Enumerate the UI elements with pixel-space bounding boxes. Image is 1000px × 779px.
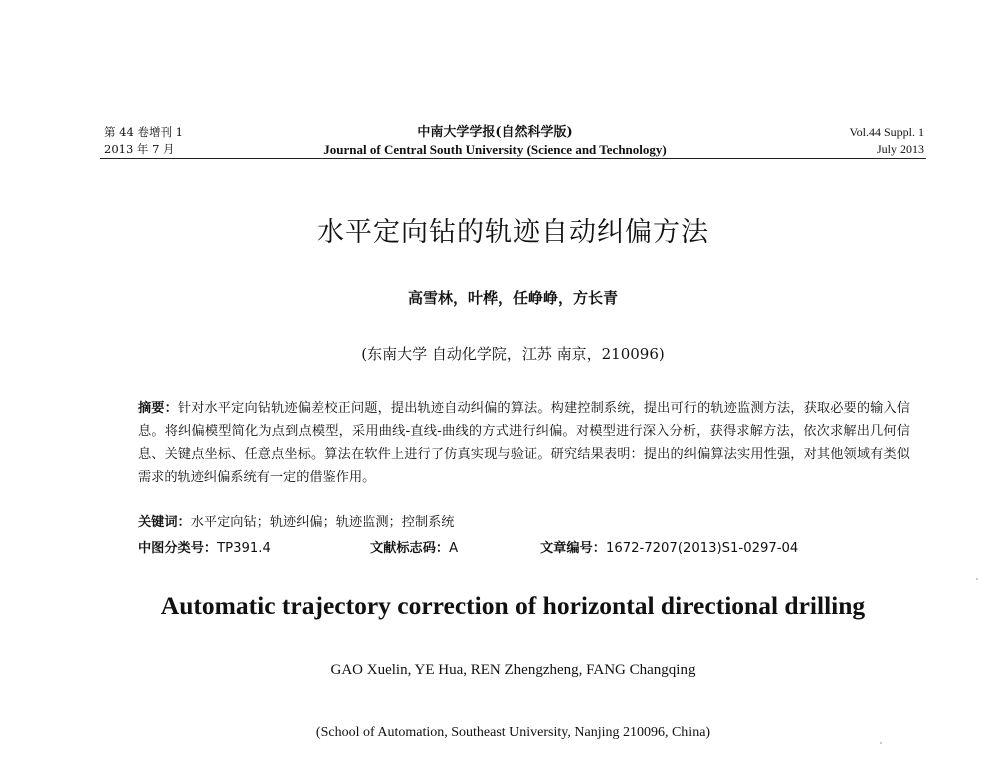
scan-speck [880,742,882,744]
keywords-text: 水平定向钻；轨迹纠偏；轨迹监测；控制系统 [190,515,455,530]
paper-title-cn: 水平定向钻的轨迹自动纠偏方法 [317,217,709,248]
doc-code-value: A [449,541,459,556]
date-cn: 2013 年 7 月 [104,142,175,156]
scan-speck [976,578,978,580]
journal-title-cn: 中南大学学报(自然科学版) [417,125,573,140]
volume-en: Vol.44 Suppl. 1 [849,125,924,139]
volume-cn: 第 44 卷增刊 1 [104,125,183,139]
date-en: July 2013 [876,142,924,156]
authors-en: GAO Xuelin, YE Hua, REN Zhengzheng, FANG Changqing [330,662,696,678]
keywords [138,511,910,530]
article-number [540,537,798,556]
abstract-text: 针对水平定向钻轨迹偏差校正问题，提出轨迹自动纠偏的算法。构建控制系统，提出可行的轨迹监测方法，获取必要的输入信息。将纠偏模型简化为点到点模型，采用曲线-直线-曲线的方式进行纠偏。对模型进行深入分析，获得求解方法，依次求解出几何信息、关键点坐标、任意点坐标。算法在软件上进行了仿真实现与验证。研究结果表明：提出的纠偏算法实用性强，对其他领域有类似需求的轨迹纠偏系统有一定的借鉴作用。 [138,401,910,485]
authors-cn: 高雪林，叶桦，任峥峥，方长青 [407,289,618,307]
affiliation-en: (School of Automation, Southeast University, Nanjing 210096, China) [315,725,711,740]
article-no-label: 文章编号： [540,541,606,556]
header-journal [260,124,730,158]
keywords-label: 关键词： [138,515,191,530]
article-no-value: 1672-7207(2013)S1-0297-04 [605,541,799,556]
affiliation-cn: (东南大学 自动化学院，江苏 南京，210096) [361,345,665,363]
clc-label: 中图分类号： [138,541,218,556]
abstract [138,397,910,489]
header-right [780,124,924,158]
clc-value: TP391.4 [217,541,271,556]
paper-title-en: Automatic trajectory correction of horizontal directional drilling [160,591,866,620]
document-code [370,537,458,556]
classification-row [138,537,910,557]
abstract-label: 摘要： [138,401,178,416]
header-left [104,124,183,158]
clc-number [138,537,271,556]
journal-title-en: Journal of Central South University (Science and Technology) [323,142,667,157]
header-rule [100,158,926,159]
doc-code-label: 文献标志码： [370,541,450,556]
